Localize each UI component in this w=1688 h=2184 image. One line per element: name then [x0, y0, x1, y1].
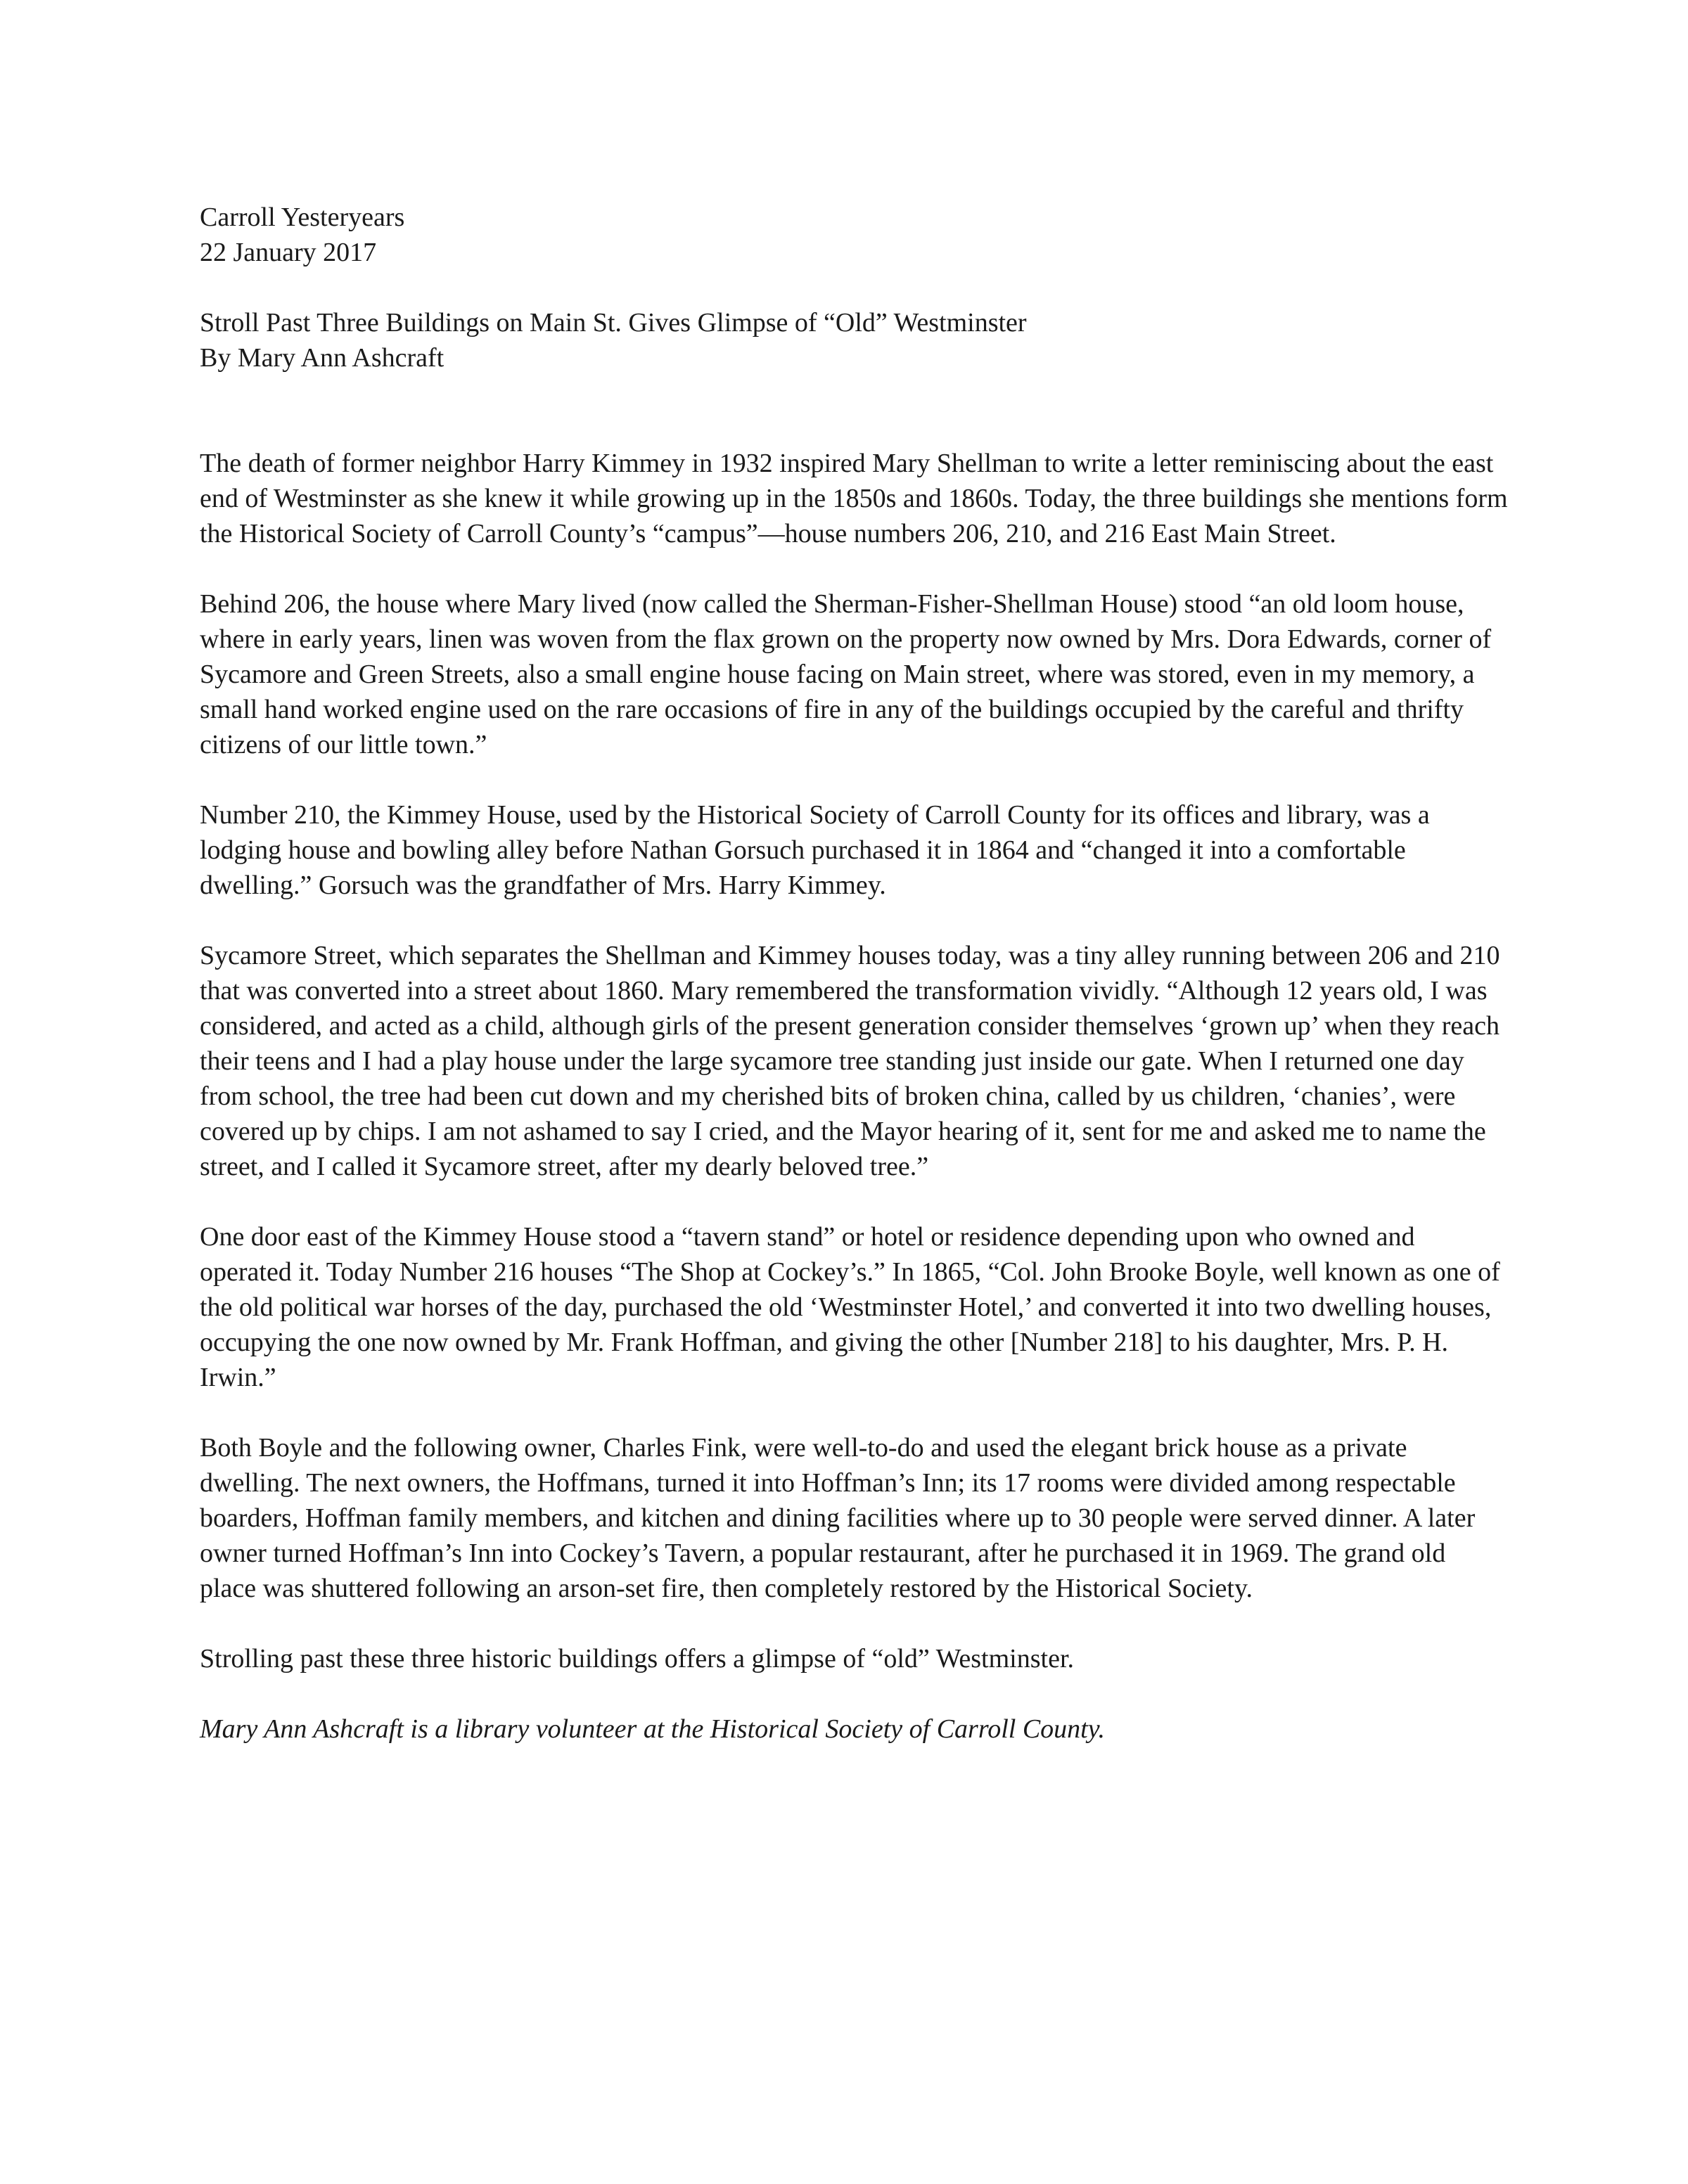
- paragraph: One door east of the Kimmey House stood a “tavern stand” or hotel or residence depending upon who owned and operated it. Today Number 216 houses “The Shop at Cockey’s.” In 1865, “Col. John Brooke Boyle, well known as one of the old political war horses of the day, purchased the old ‘Westminster Hotel,’ and converted it into two dwelling houses, occupying the one now owned by Mr. Frank Hoffman, and giving the other [Number 218] to his daughter, Mrs. P. H. Irwin.”: [200, 1222, 1500, 1392]
- publication-name: Carroll Yesteryears: [200, 203, 405, 232]
- article-title: Stroll Past Three Buildings on Main St. Gives Glimpse of “Old” Westminster: [200, 308, 1027, 338]
- author-bio: Mary Ann Ashcraft is a library volunteer at the Historical Society of Carroll County.: [200, 1714, 1105, 1744]
- byline: By Mary Ann Ashcraft: [200, 343, 445, 373]
- paragraph: Sycamore Street, which separates the Shellman and Kimmey houses today, was a tiny alley running between 206 and 210 that was converted into a street about 1860. Mary remembered the transformation vividly. “Although 12 years old, I was considered, and acted as a child, although girls of the present generation consider themselves ‘grown up’ when they reach their teens and I had a play house under the large sycamore tree standing just inside our gate. When I returned one day from school, the tree had been cut down and my cherished bits of broken china, called by us children, ‘chanies’, were covered up by chips. I am not ashamed to say I cried, and the Mayor hearing of it, sent for me and asked me to name the street, and I called it Sycamore street, after my dearly beloved tree.”: [200, 941, 1500, 1181]
- header-block: [200, 200, 1508, 270]
- paragraph: Behind 206, the house where Mary lived (now called the Sherman-Fisher-Shellman House) stood “an old loom house, where in early years, linen was woven from the flax grown on the property now owned by Mrs. Dora Edwards, corner of Sycamore and Green Streets, also a small engine house facing on Main street, where was stored, even in my memory, a small hand worked engine used on the rare occasions of fire in any of the buildings occupied by the careful and thrifty citizens of our little town.”: [200, 589, 1492, 759]
- paragraph: Number 210, the Kimmey House, used by the Historical Society of Carroll County for its offices and library, was a lodging house and bowling alley before Nathan Gorsuch purchased it in 1864 and “changed it into a comfortable dwelling.” Gorsuch was the grandfather of Mrs. Harry Kimmey.: [200, 800, 1430, 900]
- publication-date: 22 January 2017: [200, 238, 377, 267]
- paragraph: Strolling past these three historic buildings offers a glimpse of “old” Westminster.: [200, 1644, 1074, 1674]
- paragraph: The death of former neighbor Harry Kimmey in 1932 inspired Mary Shellman to write a letter reminiscing about the east end of Westminster as she knew it while growing up in the 1850s and 1860s. Today, the three buildings she mentions form the Historical Society of Carroll County’s “campus”—house numbers 206, 210, and 216 East Main Street.: [200, 449, 1508, 548]
- paragraph: Both Boyle and the following owner, Charles Fink, were well-to-do and used the elegant brick house as a private dwelling. The next owners, the Hoffmans, turned it into Hoffman’s Inn; its 17 rooms were divided among respectable boarders, Hoffman family members, and kitchen and dining facilities where up to 30 people were served dinner. A later owner turned Hoffman’s Inn into Cockey’s Tavern, a popular restaurant, after he purchased it in 1969. The grand old place was shuttered following an arson-set fire, then completely restored by the Historical Society.: [200, 1433, 1476, 1603]
- article-content: [200, 200, 1508, 1747]
- title-block: [200, 305, 1508, 375]
